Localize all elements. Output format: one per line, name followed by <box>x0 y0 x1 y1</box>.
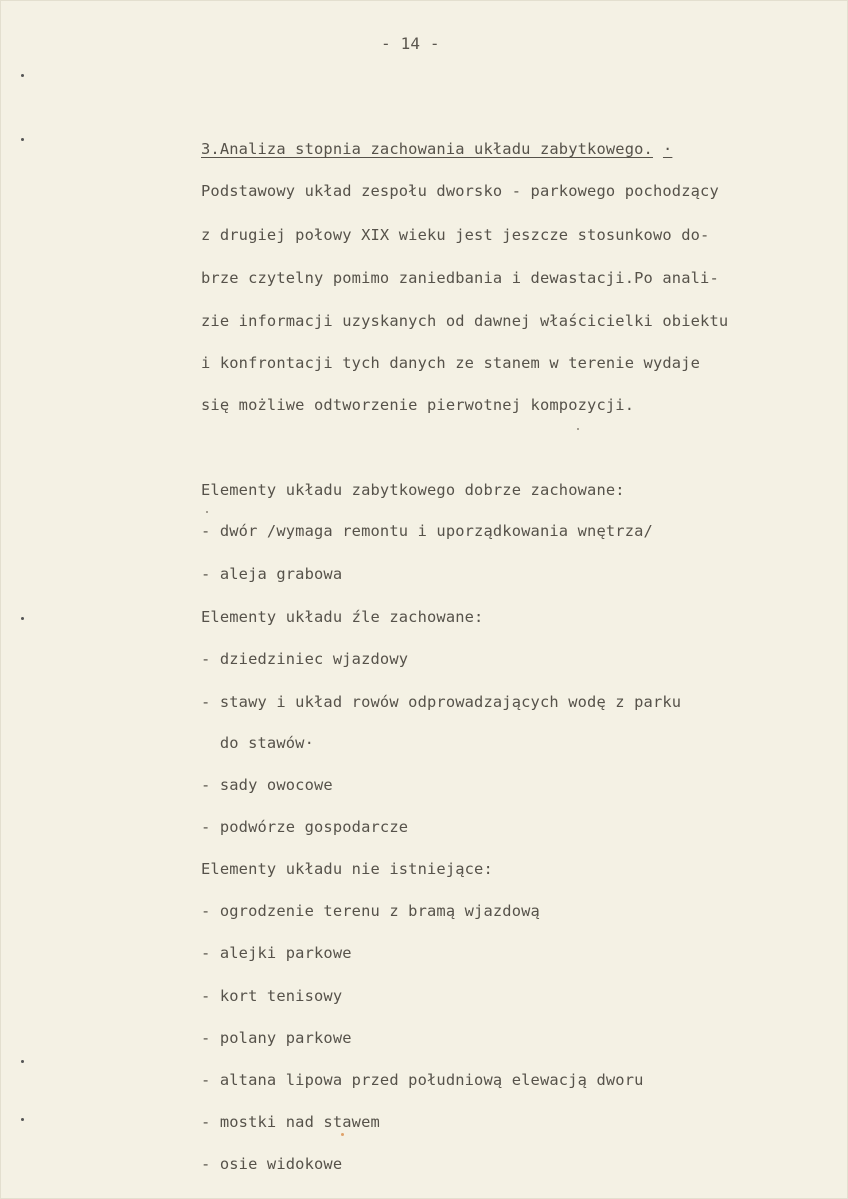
section-heading-text: 3.Analiza stopnia zachowania układu zabytkowego. <box>201 140 653 158</box>
list-item: - ogrodzenie terenu z bramą wjazdową <box>201 902 540 920</box>
list-item: - alejki parkowe <box>201 944 352 962</box>
paragraph-line: Podstawowy układ zespołu dworsko - parkowego pochodzący <box>201 182 719 200</box>
list-title-poorly-preserved: Elementy układu źle zachowane: <box>201 608 484 626</box>
page-number: - 14 - <box>381 34 440 53</box>
list-item: - osie widokowe <box>201 1155 343 1173</box>
margin-mark <box>21 74 24 77</box>
paragraph-line: się możliwe odtworzenie pierwotnej kompozycji. <box>201 396 635 414</box>
heading-trailing-mark: · <box>662 140 673 158</box>
list-item: - aleja grabowa <box>201 565 343 583</box>
list-title-nonexistent: Elementy układu nie istniejące: <box>201 860 493 878</box>
paper-fleck <box>341 1133 344 1136</box>
list-title-well-preserved: Elementy układu zabytkowego dobrze zachowane: <box>201 481 625 499</box>
list-item: - sady owocowe <box>201 776 333 794</box>
list-item: - kort tenisowy <box>201 987 343 1005</box>
paragraph-line: zie informacji uzyskanych od dawnej właścicielki obiektu <box>201 312 729 330</box>
margin-mark <box>21 138 24 141</box>
list-item: - podwórze gospodarcze <box>201 818 409 836</box>
paragraph-line: brze czytelny pomimo zaniedbania i dewastacji.Po anali- <box>201 269 719 287</box>
margin-mark <box>21 1060 24 1063</box>
margin-mark <box>21 1118 24 1121</box>
margin-mark <box>21 617 24 620</box>
list-item: - polany parkowe <box>201 1029 352 1047</box>
list-item: - stawy i układ rowów odprowadzających wodę z parku <box>201 693 682 711</box>
paragraph-line: z drugiej połowy XIX wieku jest jeszcze stosunkowo do- <box>201 226 710 244</box>
list-item: - dwór /wymaga remontu i uporządkowania wnętrza/ <box>201 522 653 540</box>
list-item: - dziedziniec wjazdowy <box>201 650 409 668</box>
paper-fleck <box>577 428 579 430</box>
list-item-continuation: do stawów· <box>201 734 314 752</box>
section-heading <box>201 140 672 158</box>
paragraph-line: i konfrontacji tych danych ze stanem w terenie wydaje <box>201 354 701 372</box>
list-item: - mostki nad stawem <box>201 1113 380 1131</box>
list-item: - altana lipowa przed południową elewacją dworu <box>201 1071 644 1089</box>
paper-fleck <box>206 511 208 513</box>
